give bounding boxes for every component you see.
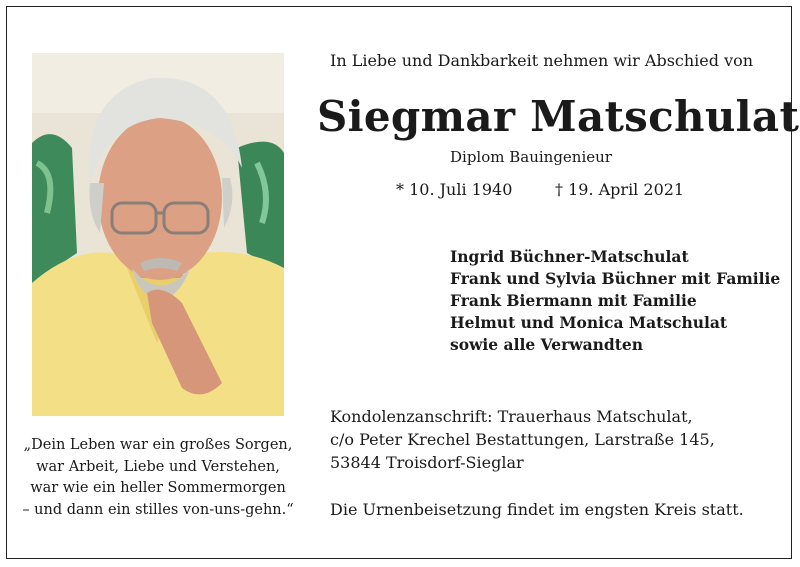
- mourner-line: Frank Biermann mit Familie: [450, 291, 697, 310]
- mourners-list: [450, 246, 780, 356]
- mourner-line: Ingrid Büchner-Matschulat: [450, 247, 689, 266]
- death-date: † 19. April 2021: [555, 180, 685, 199]
- mourner-line: sowie alle Verwandten: [450, 335, 644, 354]
- professional-title: Diplom Bauingenieur: [450, 148, 612, 166]
- birth-date: * 10. Juli 1940: [396, 180, 513, 199]
- quote-line: – und dann ein stilles von-uns-gehn.“: [22, 501, 294, 518]
- mourner-line: Helmut und Monica Matschulat: [450, 313, 728, 332]
- quote-line: war Arbeit, Liebe und Verstehen,: [36, 458, 280, 475]
- intro-text: In Liebe und Dankbarkeit nehmen wir Abschied von: [330, 51, 754, 70]
- condolence-address: [330, 405, 715, 474]
- burial-notice: Die Urnenbeisetzung findet im engsten Kreis statt.: [330, 500, 744, 519]
- address-line: c/o Peter Krechel Bestattungen, Larstraße 145,: [330, 430, 715, 449]
- address-line: 53844 Troisdorf-Sieglar: [330, 453, 524, 472]
- portrait-photo: [32, 53, 284, 416]
- address-line: Kondolenzanschrift: Trauerhaus Matschulat,: [330, 407, 693, 426]
- quote-line: „Dein Leben war ein großes Sorgen,: [23, 437, 293, 453]
- quote-line: war wie ein heller Sommermorgen: [30, 480, 286, 496]
- mourner-line: Frank und Sylvia Büchner mit Familie: [450, 269, 781, 288]
- deceased-name: Siegmar Matschulat: [317, 92, 800, 141]
- memorial-quote: [16, 435, 300, 521]
